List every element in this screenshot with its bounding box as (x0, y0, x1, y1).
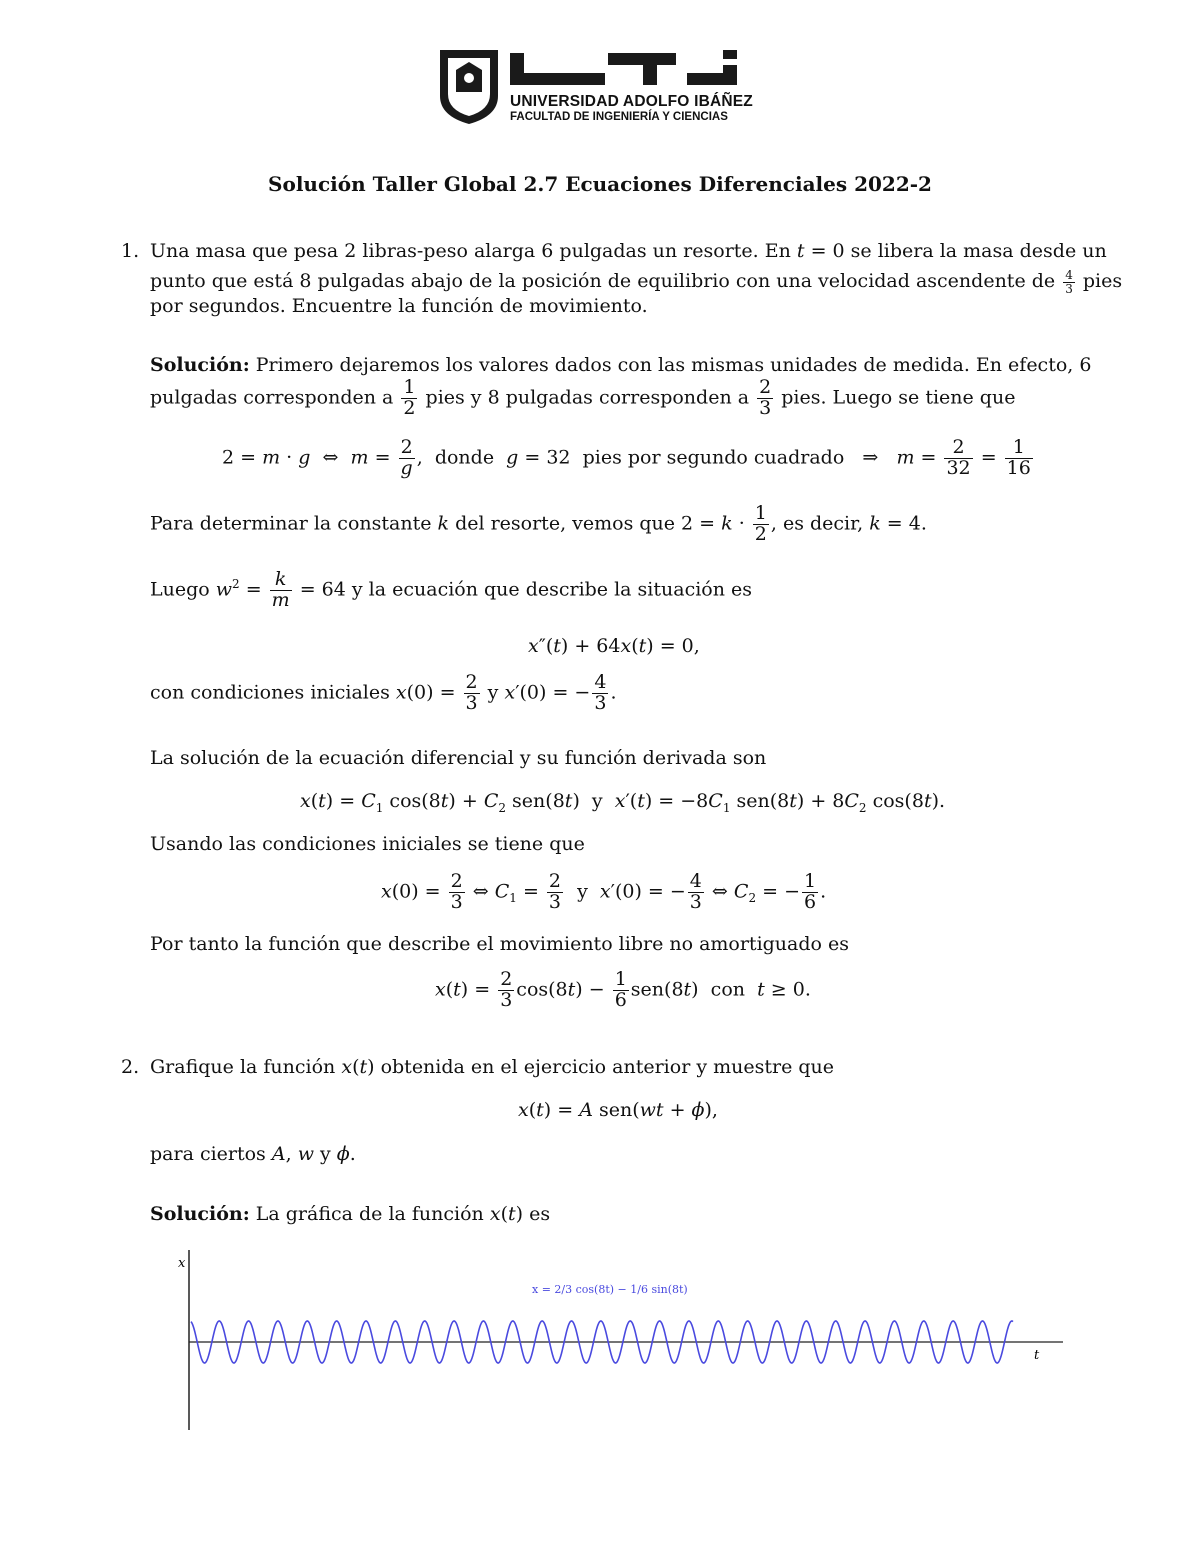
equation-mass: 2 = m · g ⇔ m = $\frac{2}{g}$ , donde g = 32 pies por segundo cuadrado ⇒ m = $\frac{2}{32}$ = $\frac{1}{16}$ (222, 436, 1031, 479)
problem-2-para: para ciertos A, w y ϕ. (150, 1143, 356, 1165)
fraction-2-g: $\frac{2}{g}$ (400, 436, 413, 479)
k-text-b: del resorte, vemos que (455, 512, 676, 535)
fraction-1-6: $\frac{1}{6}$ (804, 870, 817, 913)
ode-equation: x″(t) + 64x(t) = 0, (528, 635, 700, 657)
fraction-4-3c: $\frac{4}{3}$ (689, 870, 702, 913)
p2-line1b: obtenida en el ejercicio anterior y muestre que (380, 1056, 834, 1078)
p1-line2b-text: pies (1082, 270, 1123, 293)
faculty-name: FACULTAD DE INGENIERÍA Y CIENCIAS (510, 111, 728, 123)
fraction-1-2b: $\frac{1}{2}$ (754, 502, 767, 545)
solution-1-line2 (150, 378, 1015, 419)
sol1-l2a-text: pulgadas corresponden a (150, 386, 394, 409)
p1-line2-text: punto que está 8 pulgadas abajo de la posición de equilibrio con una velocidad ascendente de (150, 270, 1056, 293)
fraction-1-6b: $\frac{1}{6}$ (614, 968, 627, 1011)
p2-para-text: para ciertos (150, 1143, 266, 1165)
eq1-donde: donde (434, 446, 495, 469)
p1-line1-text: Una masa que pesa 2 libras-peso alarga 6 pulgadas un resorte. En (150, 240, 791, 262)
fraction-1-16: $\frac{1}{16}$ (1006, 436, 1031, 479)
eq1-units: pies por segundo cuadrado (582, 446, 845, 469)
problem-1-line3: por segundos. Encuentre la función de movimiento. (150, 295, 648, 317)
fraction-1-2: $\frac{1}{2}$ (403, 376, 416, 419)
y-axis-label: x (178, 1256, 186, 1271)
fraction-2-3b: $\frac{2}{3}$ (465, 671, 478, 714)
sol2-text: La gráfica de la función (255, 1203, 484, 1225)
p2-line1a: Grafique la función (150, 1056, 336, 1078)
solution-graph (170, 1245, 1070, 1440)
fraction-4-3b: $\frac{4}{3}$ (594, 671, 607, 714)
sol1-l1-text: Primero dejaremos los valores dados con las mismas unidades de medida. En efecto, 6 (255, 354, 1092, 376)
problem-2-line1: Grafique la función x(t) obtenida en el ejercicio anterior y muestre que (150, 1056, 834, 1078)
p1-line1b-text: se libera la masa desde un (850, 240, 1107, 262)
fraction-2-32: $\frac{2}{32}$ (946, 436, 971, 479)
omega-line: Luego $w^2$ = $\frac{k}{m}$ = 64 y la ecuación que describe la situación es (150, 568, 752, 611)
therefore-text: Por tanto la función que describe el movimiento libre no amortiguado es (150, 933, 850, 955)
solution-deriv-text: La solución de la ecuación diferencial y su función derivada son (150, 747, 767, 769)
constants-equation: x(0) = $\frac{2}{3}$ ⇔ $C_1$ = $\frac{2}{3}$ y x′(0) = − $\frac{4}{3}$ ⇔ $C_2$ = − $\frac{1}{6}$ . (381, 870, 827, 913)
solution-1-line1 (150, 356, 1091, 375)
problem-2-number: 2. (121, 1056, 140, 1078)
final-solution-equation: x(t) = $\frac{2}{3}$ cos(8t) − $\frac{1}{6}$ sen(8t) con t ≥ 0. (435, 968, 811, 1011)
con-text: con (710, 978, 745, 1001)
fraction-4-3: $\frac{4}{3}$ (1065, 268, 1073, 296)
w-text-a: Luego (150, 578, 210, 601)
fraction-k-m: $\frac{k}{m}$ (271, 568, 290, 611)
fraction-2-3: $\frac{2}{3}$ (759, 376, 772, 419)
initial-conditions-line: con condiciones iniciales x(0) = $\frac{2}{3}$ y x′(0) = − $\frac{4}{3}$ . (150, 671, 617, 714)
spring-constant-line: Para determinar la constante k del resorte, vemos que 2 = k · $\frac{1}{2}$ , es decir, k = 4. (150, 502, 927, 545)
problem-1-line1: Una masa que pesa 2 libras-peso alarga 6 pulgadas un resorte. En t = 0 se libera la masa desde un (150, 240, 1107, 262)
solution-2-label: Solución: (150, 1203, 250, 1225)
solution-2-line: Solución: La gráfica de la función x(t) es (150, 1203, 551, 1225)
fraction-2-3d: $\frac{2}{3}$ (548, 870, 562, 913)
using-conditions-text: Usando las condiciones iniciales se tiene que (150, 833, 585, 855)
page-title: Solución Taller Global 2.7 Ecuaciones Diferenciales 2022-2 (268, 172, 932, 196)
university-name: UNIVERSIDAD ADOLFO IBÁÑEZ (510, 93, 753, 110)
solution-label: Solución: (150, 354, 250, 376)
fraction-2-3c: $\frac{2}{3}$ (450, 870, 463, 913)
x-axis-label: t (1034, 1348, 1040, 1363)
w-text-b: y la ecuación que describe la situación es (351, 578, 752, 601)
fraction-2-3e: $\frac{2}{3}$ (500, 968, 513, 1011)
sol1-l2b-text: pies y 8 pulgadas corresponden a (425, 386, 750, 409)
amplitude-phase-equation: x(t) = A sen(wt + ϕ), (518, 1099, 718, 1121)
k-text-c: , es decir, (770, 512, 864, 535)
curve-label: x = 2/3 cos(8t) − 1/6 sin(8t) (532, 1283, 688, 1296)
sol1-l2c-text: pies. Luego se tiene que (781, 386, 1016, 409)
problem-1-line2 (150, 269, 1122, 295)
general-solution-equation: $x(t) = C_1$ $\cos(8t) + C_2$ sen(8t) y $x'(t) = -8C_1$ $sen(8t) + 8C_2$ cos(8t). (300, 790, 946, 815)
k-text-a: Para determinar la constante (150, 512, 432, 535)
cond-text: con condiciones iniciales (150, 681, 390, 704)
problem-1-number: 1. (121, 240, 140, 262)
